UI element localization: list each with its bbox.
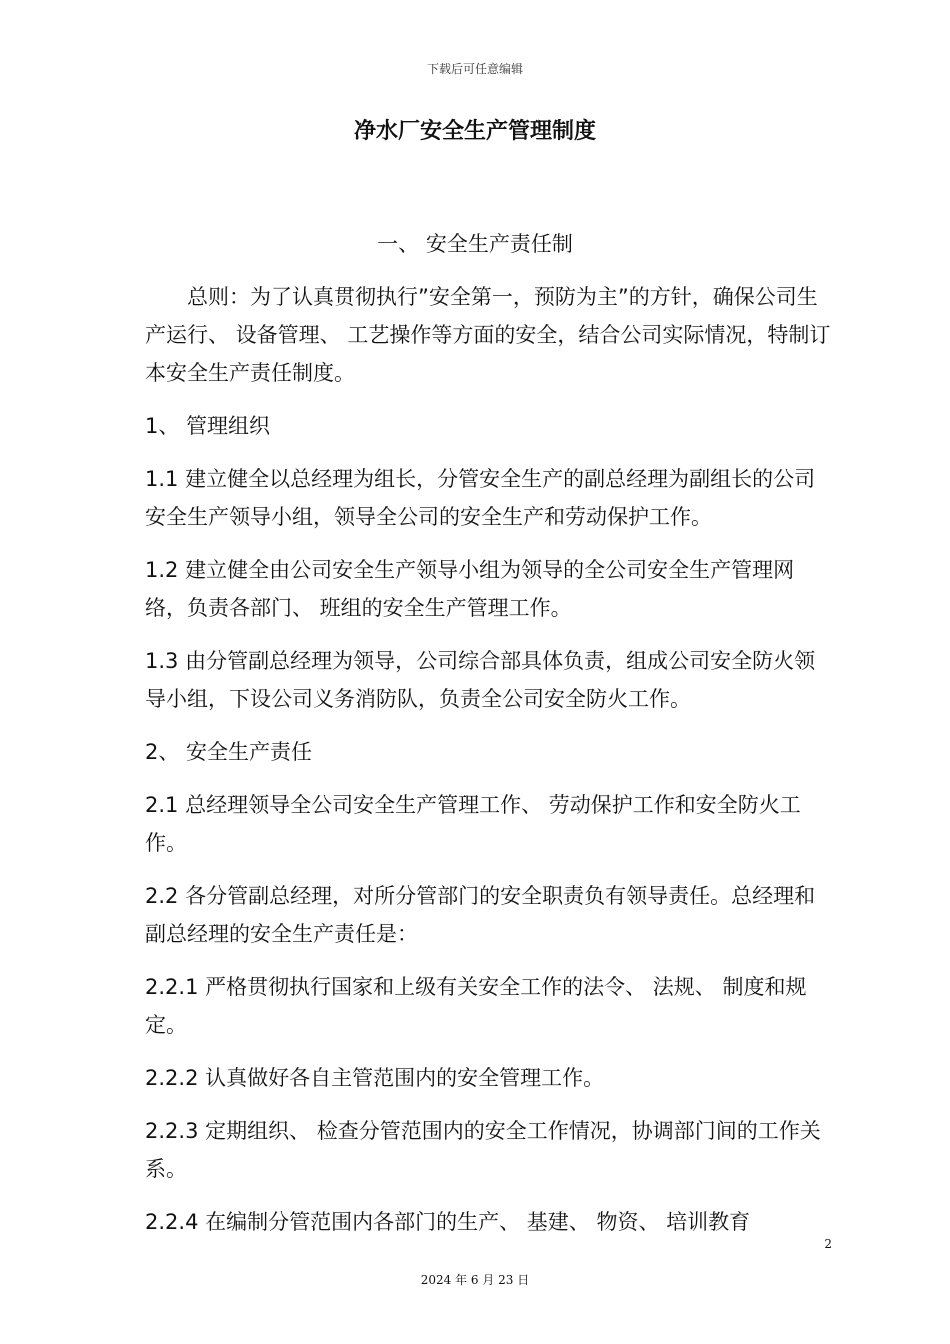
paragraph-2-2-4: 2.2.4 在编制分管范围内各部门的生产、 基建、 物资、 培训教育: [145, 1210, 751, 1234]
paragraph-2-2: 2.2 各分管副总经理，对所分管部门的安全职责负有领导责任。总经理和副总经理的安全生产责任是：: [145, 884, 816, 946]
paragraph-1-2: 1.2 建立健全由公司安全生产领导小组为领导的全公司安全生产管理网络，负责各部门、 班组的安全生产管理工作。: [145, 558, 795, 620]
paragraph-general: 总则：为了认真贯彻执行”安全第一，预防为主”的方针，确保公司生产运行、 设备管理、 工艺操作等方面的安全，结合公司实际情况，特制订本安全生产责任制度。: [145, 285, 831, 385]
paragraph-2-2-2: 2.2.2 认真做好各自主管范围内的安全管理工作。: [145, 1066, 605, 1090]
page-number: 2: [824, 1237, 832, 1251]
heading-management-organization: 1、 管理组织: [145, 414, 271, 438]
document-title: 净水厂安全生产管理制度: [353, 119, 596, 144]
footer-date: 2024 年 6 月 23 日: [420, 1273, 530, 1287]
section-title: 一、 安全生产责任制: [377, 232, 573, 256]
page-header: 下载后可任意编辑: [426, 62, 523, 76]
paragraph-2-2-3: 2.2.3 定期组织、 检查分管范围内的安全工作情况，协调部门间的工作关系。: [145, 1119, 821, 1181]
paragraph-1-1: 1.1 建立健全以总经理为组长，分管安全生产的副总经理为副组长的公司安全生产领导小组，领导全公司的安全生产和劳动保护工作。: [145, 467, 816, 529]
heading-safety-responsibility: 2、 安全生产责任: [145, 740, 313, 764]
paragraph-1-3: 1.3 由分管副总经理为领导，公司综合部具体负责，组成公司安全防火领导小组，下设公司义务消防队，负责全公司安全防火工作。: [145, 649, 816, 711]
paragraph-2-2-1: 2.2.1 严格贯彻执行国家和上级有关安全工作的法令、 法规、 制度和规定。: [145, 975, 807, 1037]
paragraph-2-1: 2.1 总经理领导全公司安全生产管理工作、 劳动保护工作和安全防火工作。: [145, 793, 801, 855]
document-body: [145, 278, 835, 1256]
